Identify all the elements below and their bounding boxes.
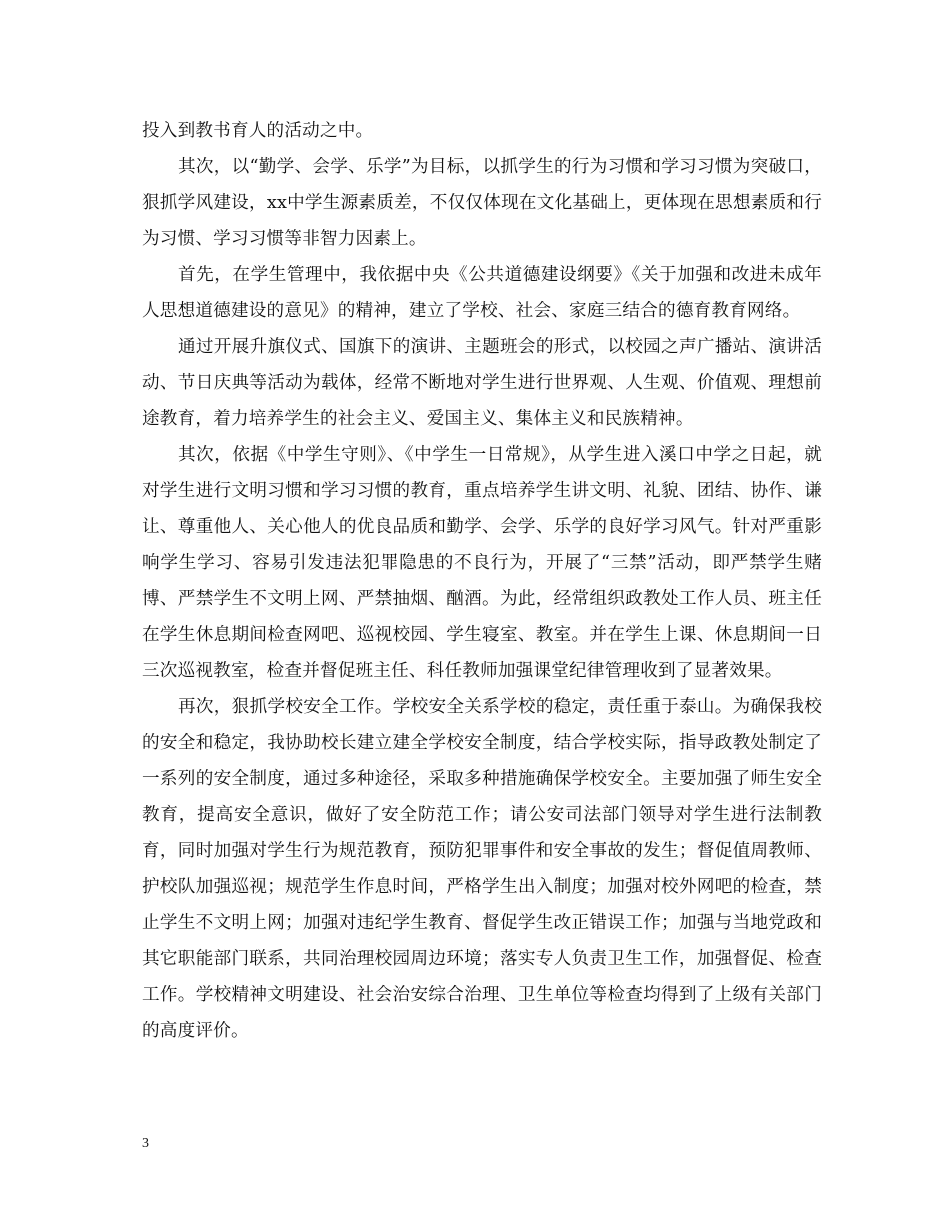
paragraph-school-safety: 再次，狠抓学校安全工作。学校安全关系学校的稳定，责任重于泰山。为确保我校的安全和稳定，我协助校长建立建全学校安全制度，结合学校实际，指导政教处制定了一系列的安全制度，通过多种途径，采取多种措施确保学校安全。主要加强了师生安全教育，提高安全意识，做好了安全防范工作；请公安司法部门领导对学生进行法制教育，同时加强对学生行为规范教育，预防犯罪事件和安全事故的发生；督促值周教师、护校队加强巡视；规范学生作息时间，严格学生出入制度；加强对校外网吧的检查，禁止学生不文明上网；加强对违纪学生教育、督促学生改正错误工作；加强与当地党政和其它职能部门联系，共同治理校园周边环境；落实专人负责卫生工作，加强督促、检查工作。学校精神文明建设、社会治安综合治理、卫生单位等检查均得到了上级有关部门的高度评价。 <box>142 697 822 1041</box>
paragraph-study-goals: 其次，以“勤学、会学、乐学”为目标，以抓学生的行为习惯和学习习惯为突破口，狠抓学风建设，xx中学生源素质差，不仅仅体现在文化基础上，更体现在思想素质和行为习惯、学习习惯等非智力因素上。 <box>142 157 822 249</box>
paragraph-continuation: 投入到教书育人的活动之中。 <box>142 121 374 141</box>
paragraph-activities: 通过开展升旗仪式、国旗下的演讲、主题班会的形式，以校园之声广播站、演讲活动、节日庆典等活动为载体，经常不断地对学生进行世界观、人生观、价值观、理想前途教育，着力培养学生的社会主义、爱国主义、集体主义和民族精神。 <box>142 337 822 429</box>
paragraph-student-management: 首先，在学生管理中，我依据中央《公共道德建设纲要》《关于加强和改进未成年人思想道德建设的意见》的精神，建立了学校、社会、家庭三结合的德育教育网络。 <box>142 265 822 321</box>
paragraph-rules-and-habits: 其次，依据《中学生守则》、《中学生一日常规》，从学生进入溪口中学之日起，就对学生进行文明习惯和学习习惯的教育，重点培养学生讲文明、礼貌、团结、协作、谦让、尊重他人、关心他人的优良品质和勤学、会学、乐学的良好学习风气。针对严重影响学生学习、容易引发违法犯罪隐患的不良行为，开展了“三禁”活动，即严禁学生赌博、严禁学生不文明上网、严禁抽烟、酗酒。为此，经常组织政教处工作人员、班主任在学生休息期间检查网吧、巡视校园、学生寝室、教室。并在学生上课、休息期间一日三次巡视教室，检查并督促班主任、科任教师加强课堂纪律管理收到了显著效果。 <box>142 445 822 681</box>
page-number: 3 <box>142 1136 149 1151</box>
document-body <box>142 113 822 1049</box>
